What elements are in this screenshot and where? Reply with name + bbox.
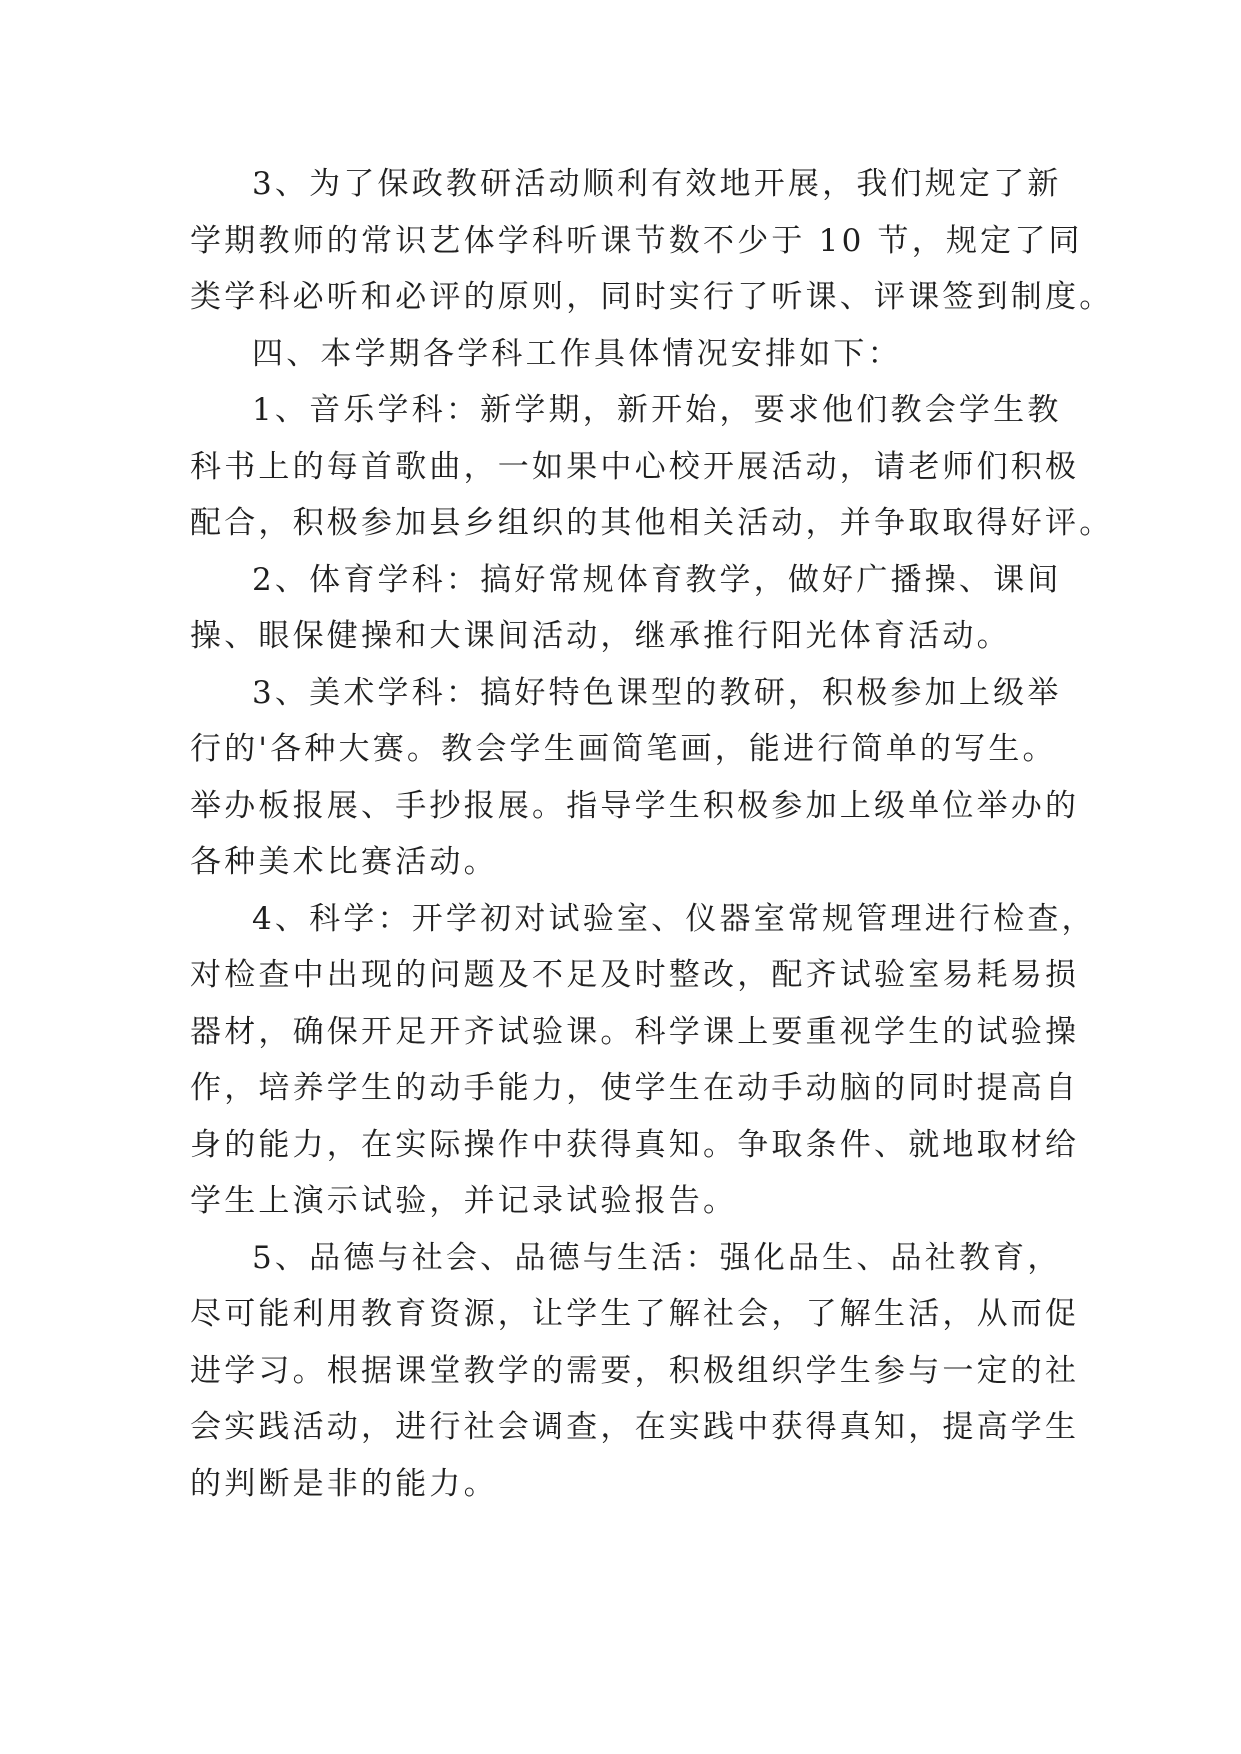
paragraph-lecture-rules xyxy=(190,156,1114,326)
text-line: 学生上演示试验，并记录试验报告。 xyxy=(190,1183,738,1219)
text-line: 4、科学：开学初对试验室、仪器室常规管理进行检查， xyxy=(252,900,1096,937)
text-line: 类学科必听和必评的原则，同时实行了听课、评课签到制度。 xyxy=(190,279,1114,315)
text-line: 会实践活动，进行社会调查，在实践中获得真知，提高学生 xyxy=(190,1409,1080,1445)
text-line: 举办板报展、手抄报展。指导学生积极参加上级单位举办的 xyxy=(190,787,1080,824)
text-line: 身的能力，在实际操作中获得真知。争取条件、就地取材给 xyxy=(190,1126,1080,1163)
text-line: 2、体育学科：搞好常规体育教学，做好广播操、课间 xyxy=(252,561,1062,598)
text-line: 进学习。根据课堂教学的需要，积极组织学生参与一定的社 xyxy=(190,1352,1080,1389)
paragraph-art xyxy=(190,665,1080,891)
text-line: 四、本学期各学科工作具体情况安排如下： xyxy=(252,335,902,372)
section-heading-subject-arrangements xyxy=(190,326,1055,383)
paragraph-science xyxy=(190,891,1096,1230)
text-line: 行的'各种大赛。教会学生画简笔画，能进行简单的写生。 xyxy=(190,731,1057,767)
text-line: 学期教师的常识艺体学科听课节数不少于 10 节，规定了同 xyxy=(190,222,1083,259)
text-line: 1、音乐学科：新学期，新开始，要求他们教会学生教 xyxy=(252,392,1062,428)
text-line: 对检查中出现的问题及不足及时整改，配齐试验室易耗易损 xyxy=(190,957,1080,993)
text-line: 3、美术学科：搞好特色课型的教研，积极参加上级举 xyxy=(252,674,1062,711)
text-line: 各种美术比赛活动。 xyxy=(190,844,498,880)
text-line: 配合，积极参加县乡组织的其他相关活动，并争取取得好评。 xyxy=(190,505,1114,541)
text-line: 5、品德与社会、品德与生活：强化品生、品社教育， xyxy=(252,1239,1062,1276)
paragraph-morality-society xyxy=(190,1230,1080,1513)
text-line: 3、为了保政教研活动顺利有效地开展，我们规定了新 xyxy=(252,166,1062,202)
text-line: 操、眼保健操和大课间活动，继承推行阳光体育活动。 xyxy=(190,618,1011,654)
paragraph-music xyxy=(190,382,1114,552)
paragraph-pe xyxy=(190,552,1062,665)
document-body xyxy=(190,156,1114,1512)
text-line: 器材，确保开足开齐试验课。科学课上要重视学生的试验操 xyxy=(190,1013,1080,1050)
text-line: 作，培养学生的动手能力，使学生在动手动脑的同时提高自 xyxy=(190,1070,1080,1106)
text-line: 的判断是非的能力。 xyxy=(190,1465,498,1502)
text-line: 尽可能利用教育资源，让学生了解社会，了解生活，从而促 xyxy=(190,1296,1080,1332)
text-line: 科书上的每首歌曲，一如果中心校开展活动，请老师们积极 xyxy=(190,448,1080,485)
